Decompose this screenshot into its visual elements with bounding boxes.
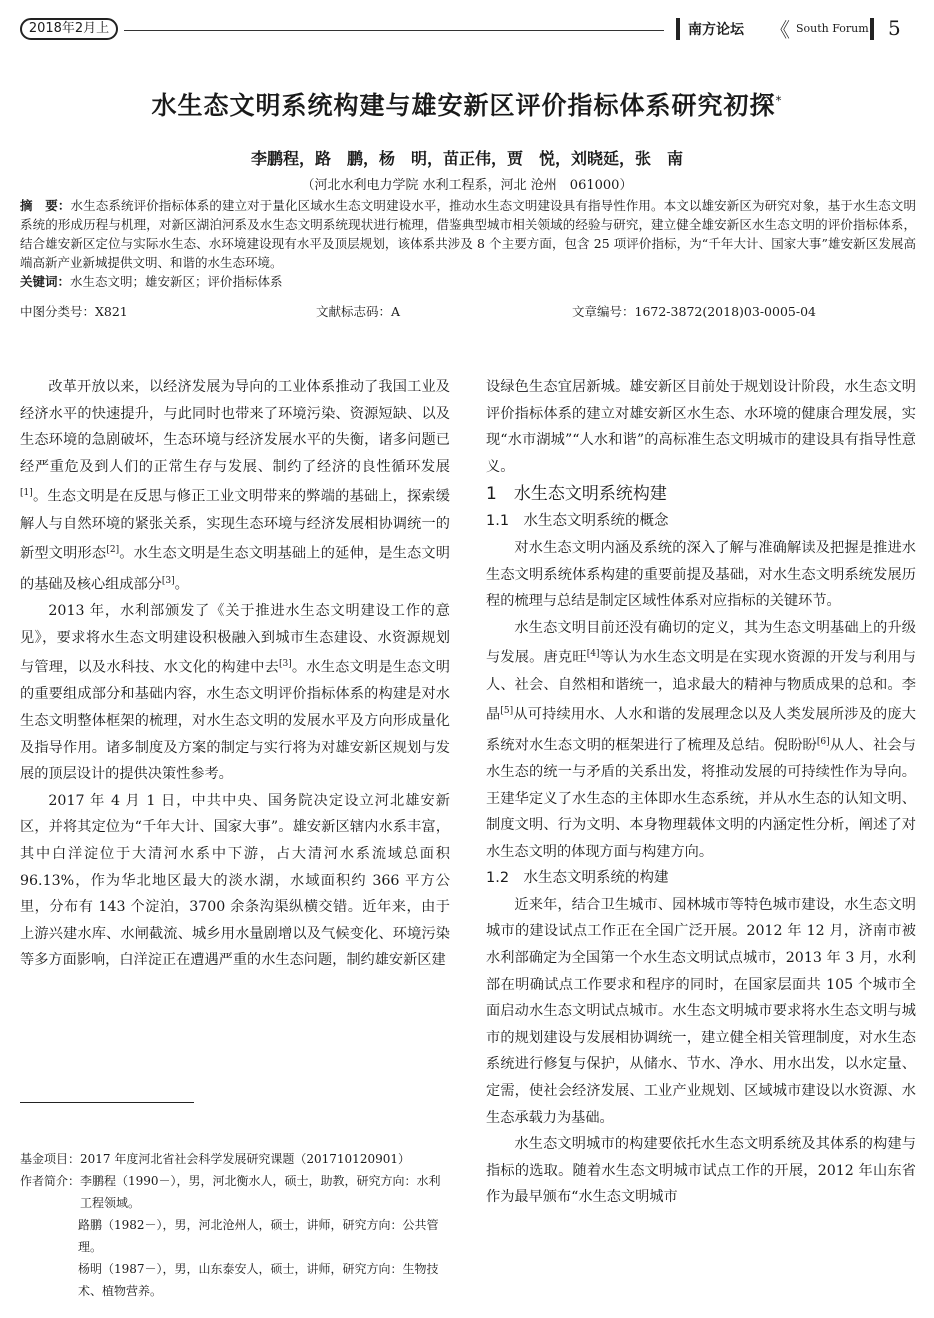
issue-date-badge: 2018年2月上 xyxy=(20,18,118,40)
keywords xyxy=(20,272,916,291)
header-rule xyxy=(124,30,664,31)
author-bio: 作者简介： 李鹏程（1990－），男，河北衡水人，硕士，助教，研究方向：水利工程领域。 xyxy=(20,1174,441,1210)
paragraph: 水生态文明目前还没有确切的定义，其为生态文明基础上的升级与发展。唐克旺[4]等认为水生态文明是在实现水资源的开发与利用与人、社会、自然相和谐统一，追求最大的精神与物质成果的总和。李晶[5]从可持续用水、人水和谐的发展理念以及人类发展所涉及的庞大系统对水生态文明的框架进行了梳理及总结。倪盼盼[6]从人、社会与水生态的统一与矛盾的关系出发，将推动发展的可持续性作为导向。王建华定义了水生态的主体即水生态系统，并从水生态的认知文明、制度文明、行为文明、本身物理载体文明的内涵定性分析，阐述了对水生态文明的体现方面与构建方向。 xyxy=(486,619,916,860)
header-bar-right xyxy=(870,18,874,40)
title-footnote-mark: * xyxy=(775,93,783,108)
footnote-rule xyxy=(20,1102,194,1103)
paragraph: 对水生态文明内涵及系统的深入了解与准确解读及把握是推进水生态文明系统体系构建的重要前提及基础，对水生态文明系统发展历程的梳理与总结是制定区域性体系对应指标的关键环节。 xyxy=(486,539,916,610)
citation-ref[interactable]: [3] xyxy=(278,659,292,670)
double-chevron-icon: 《 xyxy=(770,18,790,42)
affiliation: （河北水利电力学院 水利工程系，河北 沧州 061000） xyxy=(301,178,633,193)
journal-name-en: South Forum xyxy=(796,22,869,35)
keywords-label: 关键词： xyxy=(20,274,71,289)
keywords-text: 水生态文明；雄安新区；评价指标体系 xyxy=(70,274,283,289)
citation-ref[interactable]: [5] xyxy=(500,706,514,717)
citation-ref[interactable]: [6] xyxy=(816,736,830,747)
paragraph: 2013 年，水利部颁发了《关于推进水生态文明建设工作的意见》，要求将水生态文明建设积极融入到城市生态建设、水资源规划与管理，以及水科技、水文化的构建中去[3]。水生态文明是生态文明的重要组成部分和基础内容，水生态文明评价指标体系的构建是对水生态文明整体框架的梳理，对水生态文明的发展水平及方向形成量化及指导作用。诸多制度及方案的制定与实行将为对雄安新区规划与发展的顶层设计的提供决策性参考。 xyxy=(20,602,450,783)
paragraph: 改革开放以来，以经济发展为导向的工业体系推动了我国工业及经济水平的快速提升，与此同时也带来了环境污染、资源短缺、以及生态环境的急剧破坏，生态环境与经济发展水平的失衡，诸多问题已经严重危及到人们的正常生存与发展、制约了经济的良性循环发展[1]。生态文明是在反思与修正工业文明带来的弊端的基础上，探索缓解人与自然环境的紧张关系，实现生态环境与经济发展相协调统一的新型文明形态[2]。水生态文明是生态文明基础上的延伸，是生态文明的基础及核心组成部分[3]。 xyxy=(20,379,450,593)
paragraph: 水生态文明城市的构建要依托水生态文明系统及其体系的构建与指标的选取。随着水生态文明城市试点工作的开展，2012 年山东省作为最早颁布“水生态文明城市 xyxy=(486,1136,916,1206)
paragraph: 近来年，结合卫生城市、园林城市等特色城市建设，水生态文明城市的建设试点工作正在全国广泛开展。2012 年 12 月，济南市被水利部确定为全国第一个水生态文明试点城市，2013 年 3 月，水利部在明确试点工作要求和程序的同时，在国家层面共 105 个城市全面启动水生态文明试点城市。水生态文明城市要求将水生态文明与城市的规划建设与发展相协调统一，建立健全相关管理制度，对水生态系统进行修复与保护，从储水、节水、净水、用水出发，以水定量、定需，使社会经济发展、工业产业规划、区域城市建设以水资源、水生态承载力为基础。 xyxy=(486,896,916,1126)
journal-name: 南方论坛 xyxy=(688,22,744,38)
fund-info: 基金项目：2017 年度河北省社会科学发展研究课题（201710120901） xyxy=(20,1152,410,1166)
citation-ref[interactable]: [4] xyxy=(586,649,600,660)
abstract-block xyxy=(20,196,916,291)
author-bio: 杨明（1987－），男，山东泰安人，硕士，讲师，研究方向：生物技术、植物营养。 xyxy=(78,1262,439,1298)
author-bio: 路鹏（1982－），男，河北沧州人，硕士，讲师，研究方向：公共管理。 xyxy=(78,1218,439,1254)
paragraph: 2017 年 4 月 1 日，中共中央、国务院决定设立河北雄安新区，并将其定位为“千年大计、国家大事”。雄安新区辖内水系丰富，其中白洋淀位于大清河水系中下游，占大清河水系流域总面积 96.13%，作为华北地区最大的淡水湖，水域面积约 366 平方公里，分布有 143 个淀泊，3700 余条沟渠纵横交错。近年来，由于上游兴建水库、水闸截流、城乡用水量剧增以及气候变化、环境污染等多方面影响，白洋淀正在遭遇严重的水生态问题，制约雄安新区建 xyxy=(20,792,450,969)
author-list: 李鹏程，路 鹏，杨 明，苗正伟，贾 悦，刘晓延，张 南 xyxy=(250,149,683,168)
subsection-heading: 1.2 水生态文明系统的构建 xyxy=(486,870,669,887)
citation-ref[interactable]: [2] xyxy=(106,545,120,556)
article-number: 文章编号：1672-3872(2018)03-0005-04 xyxy=(572,304,816,319)
document-code: 文献标志码：A xyxy=(316,304,401,319)
page-number: 5 xyxy=(888,16,901,40)
clc-number: 中图分类号：X821 xyxy=(20,304,128,319)
abstract-text: 水生态系统评价指标体系的建立对于量化区域水生态文明建设水平，推动水生态文明建设具有指导性作用。本文以雄安新区为研究对象，基于水生态文明系统的形成历程与机理，对新区湖泊河系及水生态文明系统现状进行梳理，借鉴典型城市相关领域的经验与研究，建立健全雄安新区水生态文明的评价指标体系，结合雄安新区定位与实际水生态、水环境建设现有水平及顶层规划，该体系共涉及 8 个主要方面，包含 25 项评价指标，为“千年大计、国家大事”雄安新区发展高端高新产业新城提供文明、和谐的水生态环境。 xyxy=(20,198,916,270)
section-heading: 1 水生态文明系统构建 xyxy=(486,484,667,505)
right-column xyxy=(486,374,916,1211)
subsection-heading: 1.1 水生态文明系统的概念 xyxy=(486,513,669,530)
abstract xyxy=(20,196,916,272)
paragraph: 设绿色生态宜居新城。雄安新区目前处于规划设计阶段，水生态文明评价指标体系的建立对雄安新区水生态、水环境的健康合理发展，实现“水市湖城”“人水和谐”的高标准生态文明城市的建设具有指导性意义。 xyxy=(486,379,916,475)
abstract-label: 摘 要： xyxy=(20,198,71,213)
paper-title: 水生态文明系统构建与雄安新区评价指标体系研究初探* xyxy=(151,91,783,120)
citation-ref[interactable]: [1] xyxy=(20,488,33,499)
header-bar-left xyxy=(676,18,680,40)
footnote-block xyxy=(20,1148,450,1302)
citation-ref[interactable]: [3] xyxy=(161,575,175,586)
left-column xyxy=(20,374,450,974)
page-header xyxy=(0,0,934,50)
